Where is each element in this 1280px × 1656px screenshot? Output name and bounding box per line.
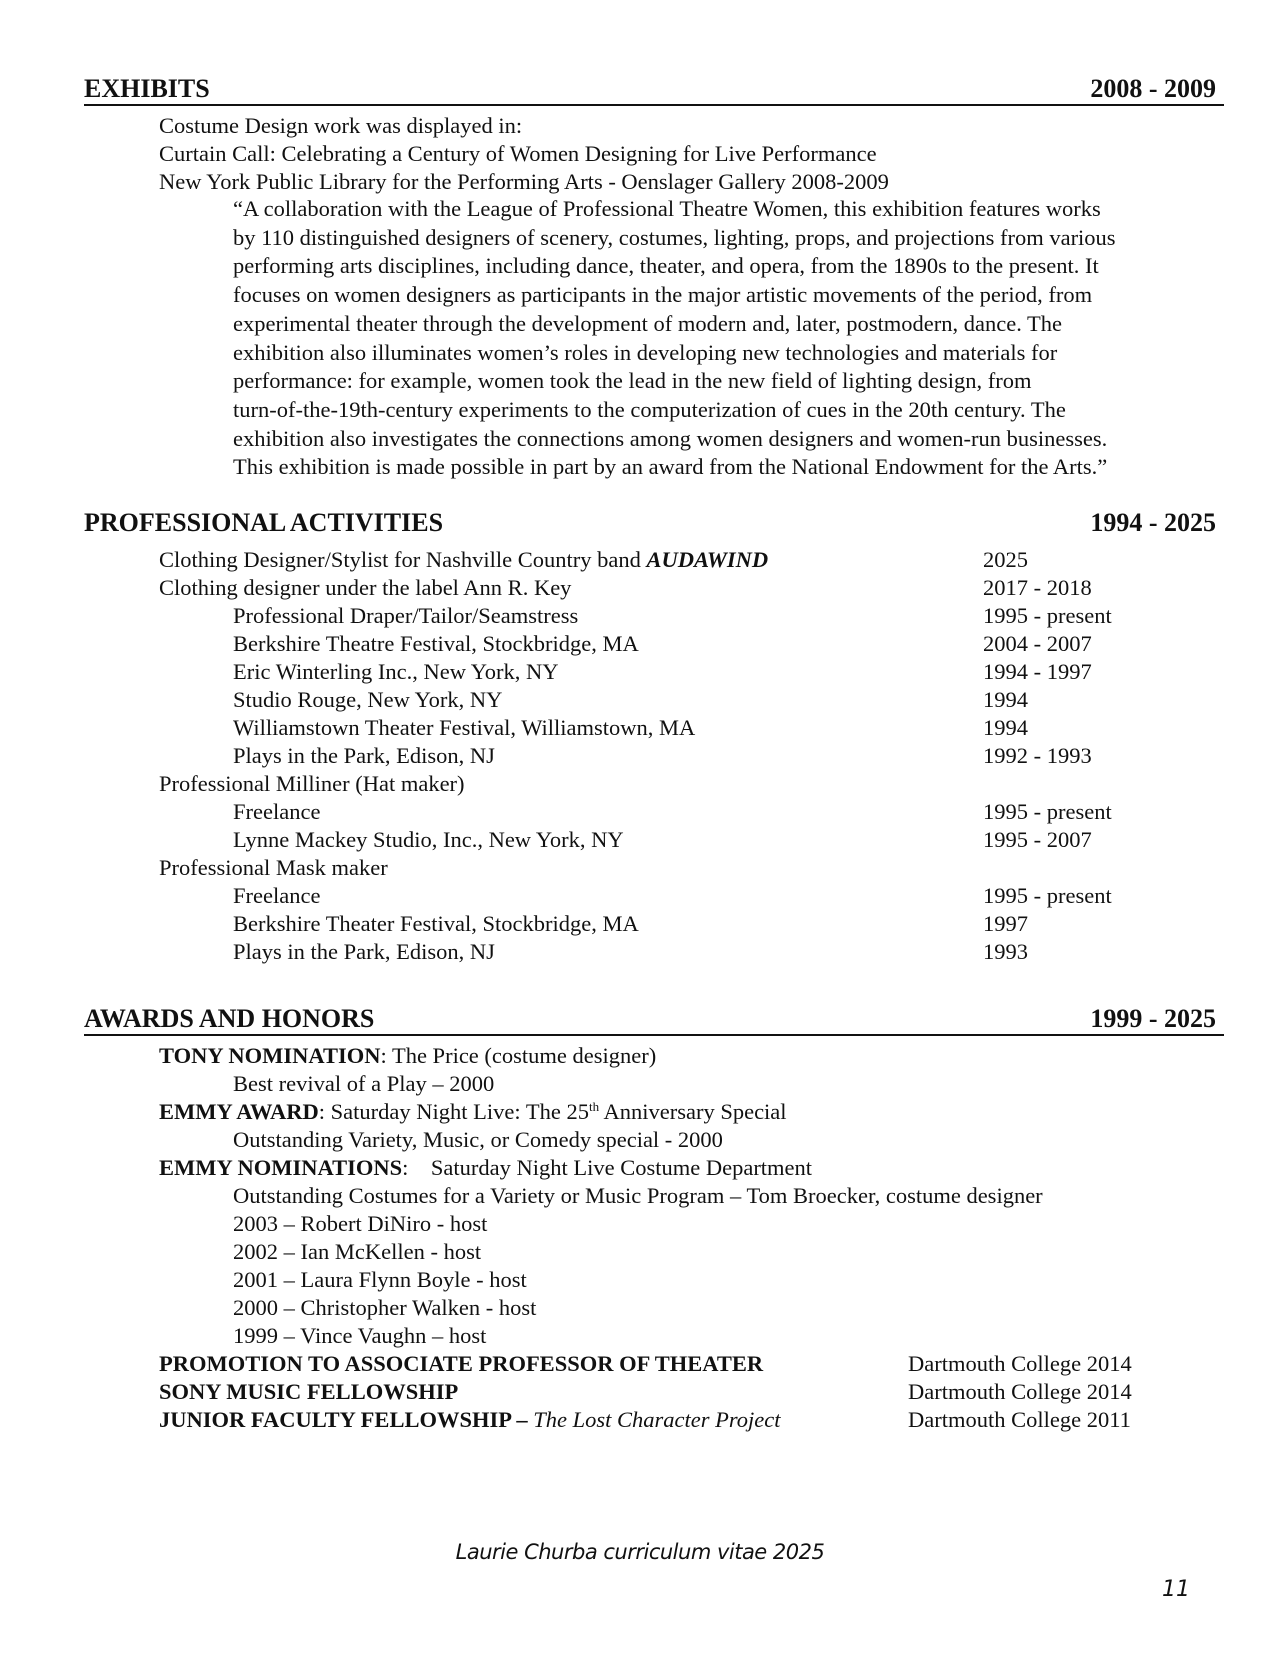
quote-line: turn-of-the-19th-century experiments to the computerization of cues in the 20th century. The	[233, 396, 1066, 422]
award-label: EMMY AWARD	[159, 1099, 319, 1124]
activity-date: 1994	[983, 687, 1028, 712]
honor-junior-faculty	[159, 1406, 781, 1434]
section-header-exhibits	[84, 74, 1224, 106]
section-years: 2008 - 2009	[1090, 74, 1216, 103]
activity-text: Plays in the Park, Edison, NJ	[233, 939, 495, 964]
section-years: 1994 - 2025	[1090, 508, 1216, 537]
activity-text: Eric Winterling Inc., New York, NY	[233, 659, 559, 684]
exhibit-venue: New York Public Library for the Performing Arts - Oenslager Gallery 2008-2009	[159, 169, 889, 194]
honor-where: Dartmouth College 2014	[908, 1351, 1132, 1376]
activity-item	[159, 770, 465, 798]
activity-date: 1994 - 1997	[983, 659, 1092, 684]
host-entry: 2002 – Ian McKellen - host	[233, 1239, 482, 1264]
honor-label: PROMOTION TO ASSOCIATE PROFESSOR OF THEATER	[159, 1351, 764, 1376]
activity-date: 1995 - present	[983, 603, 1112, 628]
quote-line: by 110 distinguished designers of scenery, costumes, lighting, props, and projections from various	[233, 224, 1116, 250]
section-header-professional-activities	[84, 508, 1224, 538]
footer-text: Laurie Churba curriculum vitae 2025	[455, 1540, 825, 1564]
activity-item	[233, 714, 695, 742]
activity-item	[233, 630, 639, 658]
activity-band-name: AUDAWIND	[646, 547, 769, 572]
activity-date: 1997	[983, 911, 1028, 936]
award-label: EMMY NOMINATIONS	[159, 1155, 403, 1180]
host-entry: 1999 – Vince Vaughn – host	[233, 1323, 487, 1348]
section-title: AWARDS AND HONORS	[84, 1004, 375, 1033]
host-entry: 2001 – Laura Flynn Boyle - host	[233, 1267, 527, 1292]
exhibit-intro: Costume Design work was displayed in:	[159, 113, 523, 138]
activity-date: 2004 - 2007	[983, 631, 1092, 656]
award-text: : Saturday Night Live Costume Department	[402, 1155, 813, 1180]
host-entry: 2003 – Robert DiNiro - host	[233, 1211, 488, 1236]
section-title: PROFESSIONAL ACTIVITIES	[84, 508, 444, 537]
activity-date: 1995 - present	[983, 799, 1112, 824]
activity-item	[159, 854, 388, 882]
host-entry: 2000 – Christopher Walken - host	[233, 1295, 537, 1320]
award-tony	[159, 1042, 656, 1070]
award-tony-detail: Best revival of a Play – 2000	[233, 1071, 495, 1096]
activity-date: 2017 - 2018	[983, 575, 1092, 600]
honor-where: Dartmouth College 2011	[908, 1407, 1131, 1432]
quote-line: exhibition also illuminates women’s roles in developing new technologies and materials for	[233, 339, 1058, 365]
activity-item	[233, 882, 320, 910]
award-emmy	[159, 1098, 787, 1126]
activity-text: Professional Milliner (Hat maker)	[159, 771, 465, 796]
activity-item	[233, 910, 639, 938]
activity-item	[233, 826, 624, 854]
activity-text: Lynne Mackey Studio, Inc., New York, NY	[233, 827, 624, 852]
activity-text: Clothing Designer/Stylist for Nashville Country band	[159, 547, 647, 572]
activity-date: 1994	[983, 715, 1028, 740]
activity-item	[159, 546, 768, 574]
activity-text: Freelance	[233, 883, 321, 908]
activity-item	[233, 658, 559, 686]
honor-sony	[159, 1378, 458, 1406]
quote-line: “A collaboration with the League of Professional Theatre Women, this exhibition features works	[233, 196, 1101, 221]
honor-label: SONY MUSIC FELLOWSHIP	[159, 1379, 459, 1404]
quote-line: This exhibition is made possible in part by an award from the National Endowment for the Arts.”	[233, 454, 1108, 480]
honor-project: The Lost Character Project	[533, 1407, 781, 1432]
award-emmy-nominations	[159, 1154, 812, 1182]
quote-line: performance: for example, women took the lead in the new field of lighting design, from	[233, 368, 1032, 394]
award-emmy-nominations-detail: Outstanding Costumes for a Variety or Music Program – Tom Broecker, costume designer	[233, 1183, 1043, 1208]
quote-line: focuses on women designers as participants in the major artistic movements of the period, from	[233, 282, 1093, 308]
honor-label: JUNIOR FACULTY FELLOWSHIP	[159, 1407, 511, 1432]
activity-date: 1995 - present	[983, 883, 1112, 908]
award-emmy-detail: Outstanding Variety, Music, or Comedy special - 2000	[233, 1127, 723, 1152]
activity-text: Berkshire Theater Festival, Stockbridge, MA	[233, 911, 639, 936]
activity-item	[233, 798, 320, 826]
page-number: 11	[1162, 1577, 1190, 1602]
activity-text: Berkshire Theatre Festival, Stockbridge, MA	[233, 631, 639, 656]
section-years: 1999 - 2025	[1090, 1004, 1216, 1033]
activity-item	[233, 602, 578, 630]
activity-text: Williamstown Theater Festival, Williamstown, MA	[233, 715, 696, 740]
activity-item	[233, 938, 495, 966]
activity-text: Freelance	[233, 799, 321, 824]
activity-date: 1992 - 1993	[983, 743, 1092, 768]
activity-text: Professional Draper/Tailor/Seamstress	[233, 603, 579, 628]
activity-text: Plays in the Park, Edison, NJ	[233, 743, 495, 768]
award-text: : Saturday Night Live: The 25	[318, 1099, 589, 1124]
award-label: TONY NOMINATION	[159, 1043, 381, 1068]
activity-date: 1995 - 2007	[983, 827, 1092, 852]
quote-line: experimental theater through the development of modern and, later, postmodern, dance. The	[233, 310, 1063, 336]
exhibit-title: Curtain Call: Celebrating a Century of Women Designing for Live Performance	[159, 141, 877, 166]
award-text: : The Price (costume designer)	[380, 1043, 657, 1068]
honor-promotion	[159, 1350, 763, 1378]
section-title: EXHIBITS	[84, 74, 210, 103]
activity-text: Clothing designer under the label Ann R. Key	[159, 575, 572, 600]
activity-item	[159, 574, 571, 602]
activity-date: 2025	[983, 547, 1028, 572]
activity-date: 1993	[983, 939, 1028, 964]
activity-text: Studio Rouge, New York, NY	[233, 687, 503, 712]
quote-line: performing arts disciplines, including dance, theater, and opera, from the 1890s to the present. It	[233, 253, 1099, 279]
exhibit-quote	[233, 195, 1218, 482]
award-superscript: th	[588, 1099, 600, 1114]
honor-where: Dartmouth College 2014	[908, 1379, 1132, 1404]
activity-item	[233, 686, 502, 714]
section-header-awards	[84, 1004, 1224, 1036]
activity-item	[233, 742, 495, 770]
honor-dash: –	[510, 1407, 534, 1432]
activity-text: Professional Mask maker	[159, 855, 388, 880]
award-text-end: Anniversary Special	[599, 1099, 787, 1124]
quote-line: exhibition also investigates the connections among women designers and women-run businesses.	[233, 425, 1108, 451]
